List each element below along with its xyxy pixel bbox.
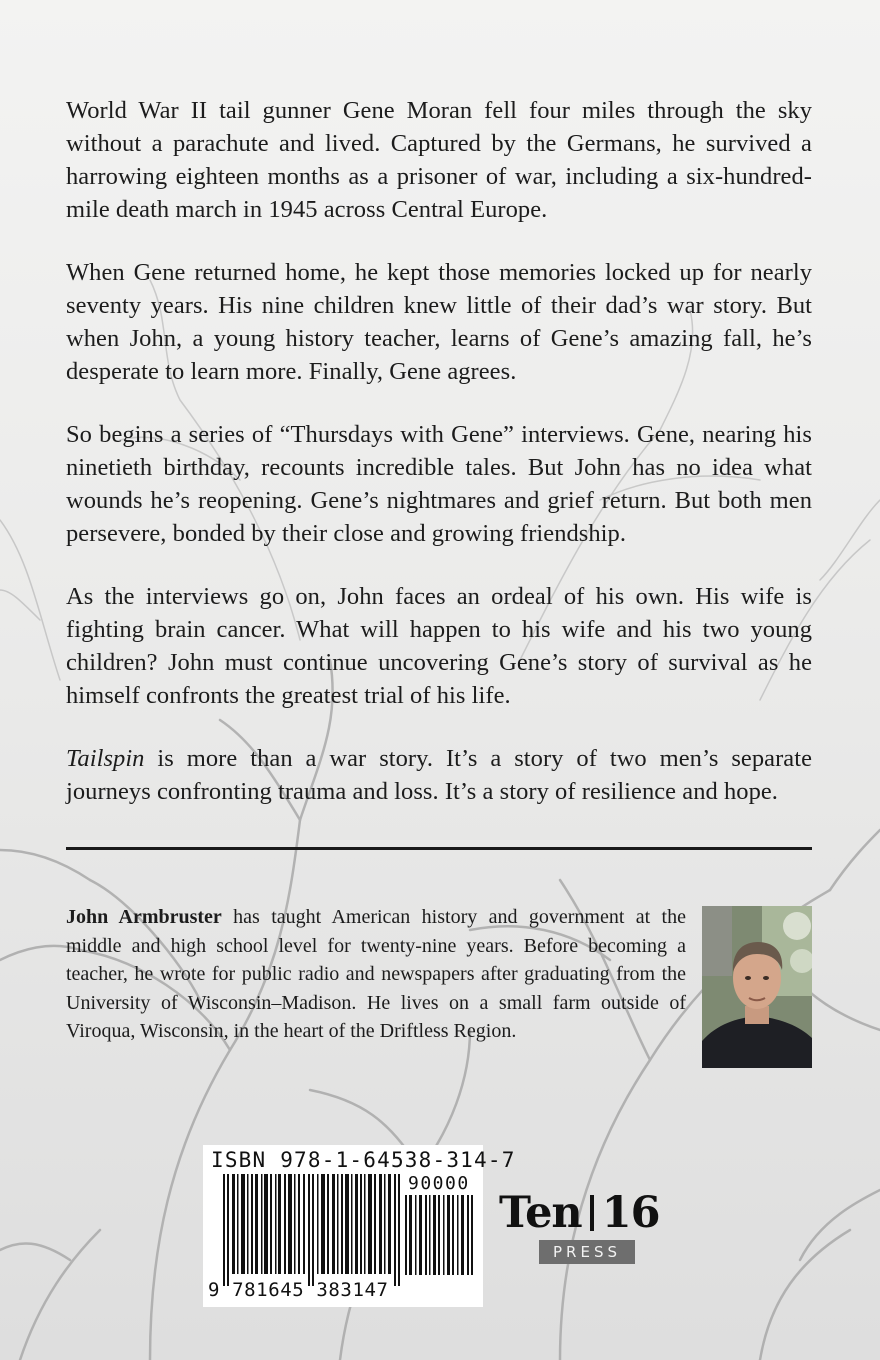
publisher-separator-bar bbox=[590, 1195, 594, 1231]
publisher-name-left: Ten bbox=[499, 1188, 582, 1238]
blurb-paragraph-3: So begins a series of “Thursdays with Gene” interviews. Gene, nearing his ninetieth birthday, recounts incredible tales. But John has no idea what wounds he’s reopening. Gene’s nightmares and grief return. But both men persevere, bonded by their close and growing friendship. bbox=[66, 421, 812, 547]
author-bio bbox=[66, 903, 686, 1046]
isbn-barcode bbox=[203, 1145, 516, 1307]
addon-barcode-bars bbox=[405, 1195, 475, 1275]
publisher-logo bbox=[499, 1190, 679, 1270]
author-name: John Armbruster bbox=[66, 906, 222, 928]
price-code: 90000 bbox=[408, 1173, 470, 1194]
press-badge: PRESS bbox=[539, 1240, 635, 1264]
author-bio-text: has taught American history and government at the middle and high school level for twenty-nine years. Before becoming a teacher, he wrote for public radio and newspapers after graduating from the University of Wisconsin–Madison. He lives on a small farm outside of Viroqua, Wisconsin, in the heart of the Driftless Region. bbox=[66, 906, 686, 1043]
publisher-name-right: 16 bbox=[601, 1188, 660, 1238]
blurb-paragraph-4: As the interviews go on, John faces an ordeal of his own. His wife is fighting brain cancer. What will happen to his wife and his two young children? John must continue uncovering Gene’s story of survival as he himself confronts the greatest trial of his life. bbox=[66, 583, 812, 709]
ean-digits: 9 781645 383147 bbox=[208, 1279, 389, 1301]
book-title-italic: Tailspin bbox=[66, 745, 145, 772]
blurb-paragraph-5 bbox=[66, 742, 812, 808]
book-blurb bbox=[66, 94, 812, 808]
ean-barcode-bars bbox=[223, 1174, 401, 1286]
blurb-paragraph-1: World War II tail gunner Gene Moran fell four miles through the sky without a parachute and lived. Captured by the Germans, he survived a harrowing eighteen months as a prisoner of war, including a six-hundred-mile death march in 1945 across Central Europe. bbox=[66, 97, 812, 223]
blurb-paragraph-5-text: is more than a war story. It’s a story of two men’s separate journeys confronting trauma and loss. It’s a story of resilience and hope. bbox=[66, 745, 812, 805]
publisher-wordmark bbox=[499, 1190, 660, 1236]
blurb-paragraph-2: When Gene returned home, he kept those memories locked up for nearly seventy years. His nine children knew little of their dad’s war story. But when John, a young history teacher, learns of Gene’s amazing fall, he’s desperate to learn more. Finally, Gene agrees. bbox=[66, 259, 812, 385]
isbn-number: ISBN 978-1-64538-314-7 bbox=[211, 1148, 516, 1172]
divider-rule bbox=[66, 847, 812, 850]
author-photo bbox=[702, 906, 812, 1068]
